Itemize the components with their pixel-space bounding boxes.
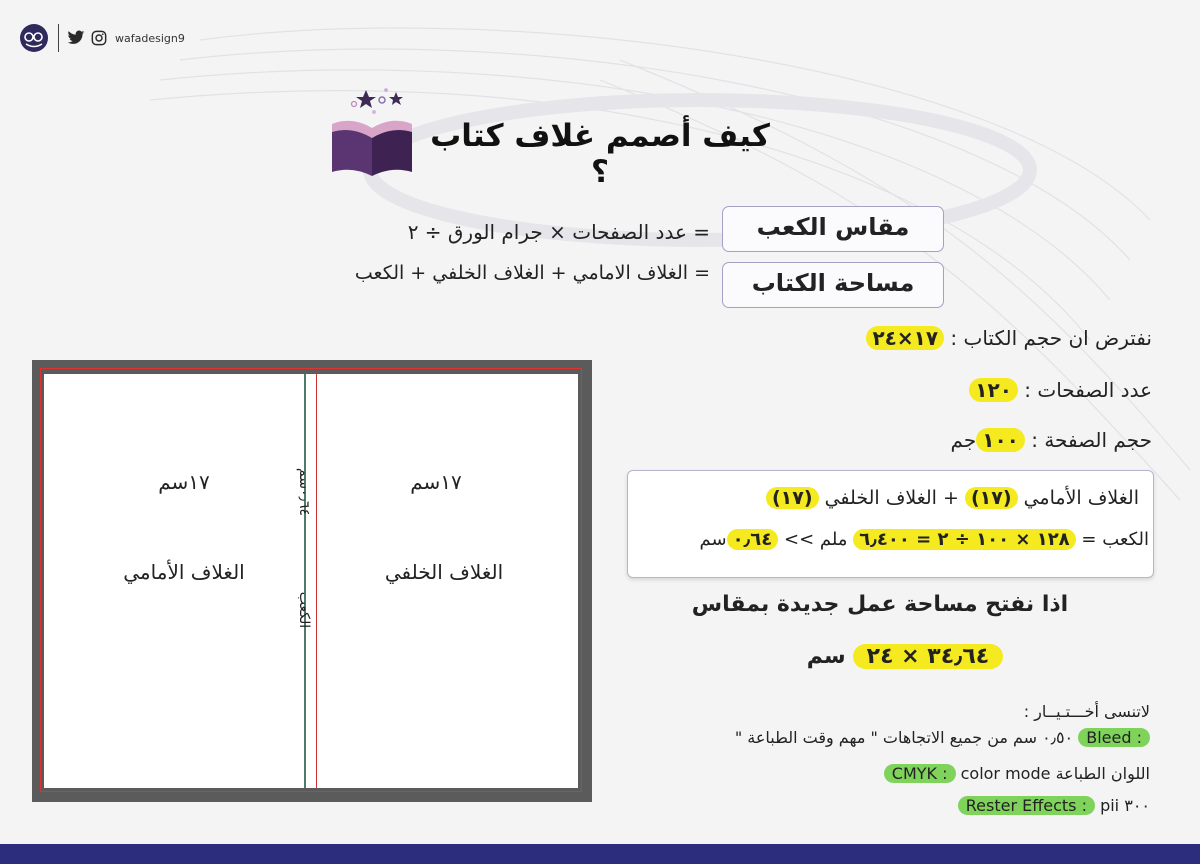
twitter-icon bbox=[67, 30, 85, 46]
brand-divider bbox=[58, 24, 59, 52]
assumption-page-count-text: عدد الصفحات : bbox=[1024, 378, 1152, 402]
logo-icon bbox=[18, 22, 50, 54]
reminder-bleed bbox=[600, 728, 1150, 747]
calc-spine-label: الكعب = bbox=[1081, 529, 1149, 550]
reminder-raster bbox=[760, 796, 1150, 815]
assumption-page-count bbox=[760, 378, 1152, 402]
book-area-formula-label: مساحة الكتاب bbox=[722, 262, 944, 308]
spine-formula-label: مقاس الكعب bbox=[722, 206, 944, 252]
workspace-size-unit: سم bbox=[806, 644, 846, 669]
calc-spine-unit: سم bbox=[699, 529, 727, 550]
canvas bbox=[44, 374, 578, 788]
cmyk-text: color mode اللوان الطباعة bbox=[960, 764, 1150, 783]
bleed-text: سم من جميع الاتجاهات " مهم وقت الطباعة " bbox=[734, 728, 1038, 747]
brand-bar bbox=[18, 24, 185, 52]
spine-guide-right bbox=[316, 374, 317, 788]
instagram-icon bbox=[91, 30, 107, 46]
assumption-book-size-value: ١٧×٢٤ bbox=[866, 326, 944, 350]
calc-spine-result: ٠٫٦٤ bbox=[727, 529, 779, 550]
bleed-value: ٠٫٥٠ bbox=[1042, 728, 1074, 747]
raster-tag: Rester Effects : bbox=[958, 796, 1095, 815]
back-cover-label: الغلاف الخلفي bbox=[384, 560, 504, 584]
assumption-book-size-text: نفترض ان حجم الكتاب : bbox=[950, 326, 1152, 350]
spine-size-label: ٠٫٦٤سم bbox=[296, 467, 312, 517]
cover-layout-diagram bbox=[32, 360, 592, 802]
calc-line-spine bbox=[634, 529, 1149, 550]
calculation-box bbox=[627, 470, 1154, 578]
calc-spine-mm-label: ملم >> bbox=[783, 529, 848, 550]
assumption-paper-weight-value: ١٠٠ bbox=[976, 428, 1025, 452]
spine-formula-expression: = عدد الصفحات × جرام الورق ÷ ٢ bbox=[407, 220, 710, 244]
calc-spine-equation: ١٢٨ × ١٠٠ ÷ ٢ = ٦٫٤٠٠ bbox=[853, 529, 1075, 550]
reminder-cmyk bbox=[700, 764, 1150, 783]
calc-back-cover-value: (١٧) bbox=[766, 487, 819, 509]
footer-bar bbox=[0, 844, 1200, 864]
brand-handle: wafadesign9 bbox=[115, 31, 185, 45]
book-area-formula-expression: = الغلاف الامامي + الغلاف الخلفي + الكعب bbox=[354, 262, 710, 284]
workspace-size-value: ٣٤٫٦٤ × ٢٤ bbox=[853, 644, 1004, 669]
assumption-book-size bbox=[760, 326, 1152, 350]
raster-text: pii ٣٠٠ bbox=[1100, 796, 1150, 815]
cmyk-tag: CMYK : bbox=[884, 764, 956, 783]
open-book-icon bbox=[326, 82, 418, 180]
workspace-size bbox=[740, 644, 1070, 669]
bleed-tag: Bleed : bbox=[1078, 728, 1150, 747]
spine-guide-left bbox=[304, 374, 306, 788]
workspace-text: اذا نفتح مساحة عمل جديدة بمقاس bbox=[691, 592, 1069, 617]
assumption-paper-weight bbox=[760, 428, 1152, 452]
reminder-title: لاتنسى أخـــتـيــار : bbox=[1023, 702, 1150, 721]
assumption-page-count-value: ١٢٠ bbox=[969, 378, 1018, 402]
page-title: كيف أصمم غلاف كتاب ؟ bbox=[430, 118, 770, 190]
calc-back-cover-label: + الغلاف الخلفي bbox=[824, 487, 959, 509]
calc-front-cover-value: (١٧) bbox=[965, 487, 1018, 509]
back-cover-size: ١٧سم bbox=[410, 470, 462, 494]
front-cover-size: ١٧سم bbox=[158, 470, 210, 494]
front-cover-label: الغلاف الأمامي bbox=[123, 560, 245, 584]
calc-line-covers bbox=[639, 487, 1139, 509]
assumption-paper-weight-unit: جم bbox=[950, 428, 977, 452]
spine-label: الكعب bbox=[296, 591, 312, 629]
calc-front-cover-label: الغلاف الأمامي bbox=[1023, 487, 1139, 509]
assumption-paper-weight-text: حجم الصفحة : bbox=[1031, 428, 1152, 452]
